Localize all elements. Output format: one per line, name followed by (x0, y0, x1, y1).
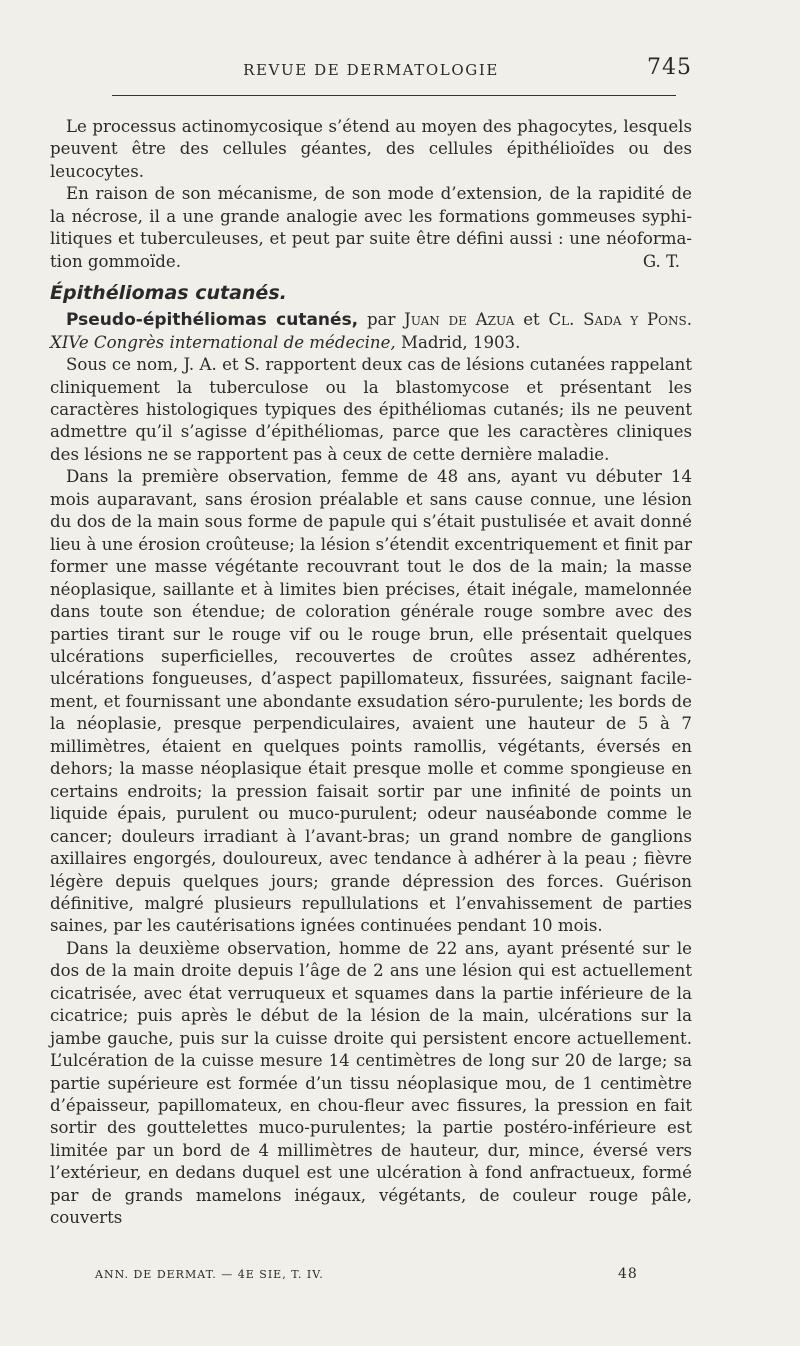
article-par: par (366, 310, 396, 330)
footer-signature-number: 48 (618, 1266, 638, 1282)
article-paragraph-3: Dans la deuxième observation, homme de 22 ans, ayant présenté sur le dos de la main droite depuis l’âge de 2 ans une lésion qui est actuellement cicatrisée, avec état verruqueux et squames dans la partie inférieure de la cicatrice; puis après le début de la lésion de la main, ulcérations sur la jambe gauche, puis sur la cuisse droite qui persistent encore actuellement. L’ulcération de la cuisse mesure 14 centimètres de long sur 20 de large; sa partie supérieure est formée d’un tissu néoplasique mou, de 1 centimètre d’épaisseur, papillomateux, en chou-fleur avec fissures, la pression en fait sortir des gouttelettes muco-purulentes; la partie postéro-inférieure est limitée par un bord de 4 millimètres de hauteur, dur, mince, éversé vers l’extérieur, en dedans duquel est une ulcération à fond anfractueux, formé par de grands mamelons inégaux, végétants, de couleur rouge pâle, couverts (50, 938, 692, 1228)
intro-paragraph-2-text: En raison de son mécanisme, de son mode d’extension, de la rapidité de la nécrose, il a une grande analogie avec les formations gommeuses syphilitiques et tuberculeuses, et peut par suite être défini aussi : une néoformation gommoïde. (50, 184, 692, 271)
header-rule (112, 95, 676, 96)
article-paragraph-2: Dans la première observation, femme de 48 ans, ayant vu débuter 14 mois auparavant, sans érosion préalable et sans cause connue, une lésion du dos de la main sous forme de papule qui s’était pustulisée et avait donné lieu à une érosion croûteuse; la lésion s’étendit excentriquement et finit par former une masse végétante recouvrant tout le dos de la main; la masse néoplasique, saillante et à limites bien précises, était inégale, mamelonnée dans toute son étendue; de coloration générale rouge sombre avec des parties tirant sur le rouge vif ou le rouge brun, elle présentait quelques ulcérations superficielles, recouvertes de croûtes assez adhérentes, ulcérations fongueuses, d’aspect papillomateux, fissurées, saignant facilement, et fournissant une abondante exsudation séro-purulente; les bords de la néoplasie, presque perpendiculaires, avaient une hauteur de 5 à 7 millimètres, étaient en quelques points ramollis, végétants, éversés en dehors; la masse néoplasique était presque molle et comme spongieuse en certains endroits; la pression faisait sortir par une infinité de points un liquide épais, purulent ou muco-purulent; odeur nauséabonde comme le cancer; douleurs irradiant à l’avant-bras; un grand nombre de ganglions axillaires engorgés, douloureux, avec tendance à adhérer à la peau ; fièvre légère depuis quelques jours; grande dépression des forces. Guérison définitive, malgré plusieurs repullulations et l’envahissement de parties saines, par les cautérisations ignées continuées pendant 10 mois. (50, 467, 692, 936)
article-title: Pseudo-épithéliomas cutanés, (66, 310, 359, 331)
article-et: et (523, 310, 540, 330)
running-header (50, 55, 692, 89)
body-text (50, 116, 692, 1230)
section-title: Épithéliomas cutanés. (50, 282, 287, 305)
article-author-1: Juan de Azua (404, 310, 515, 330)
page-number: 745 (647, 55, 692, 80)
intro-paragraph-1: Le processus actinomycosique s’étend au moyen des phagocytes, lesquels peuvent être des cellules géantes, des cellules épithélioïdes ou des leucocytes. (50, 117, 692, 181)
article-author-2: Cl. Sada y Pons. (548, 310, 692, 330)
page (50, 55, 692, 1228)
article-source: XIVe Congrès international de médecine, (50, 332, 396, 352)
reviewer-signature: G. T. (642, 251, 680, 271)
article-paragraph-1: Sous ce nom, J. A. et S. rapportent deux cas de lésions cutanées rappelant cliniquement la tuberculose ou la blastomycose et présentant les caractères histologiques typiques des épithéliomas cutanés; ils ne peuvent admettre qu’il s’agisse d’épithéliomas, parce que les caractères cliniques des lésions ne se rapportent pas à ceux de cette dernière maladie. (50, 355, 692, 464)
running-title: REVUE DE DERMATOLOGIE (243, 61, 499, 79)
article-heading (50, 309, 692, 354)
intro-paragraph-2 (50, 183, 692, 273)
footer-journal: ANN. DE DERMAT. — 4E SIE, T. IV. (95, 1268, 324, 1281)
article-source-place: Madrid, 1903. (400, 332, 521, 352)
